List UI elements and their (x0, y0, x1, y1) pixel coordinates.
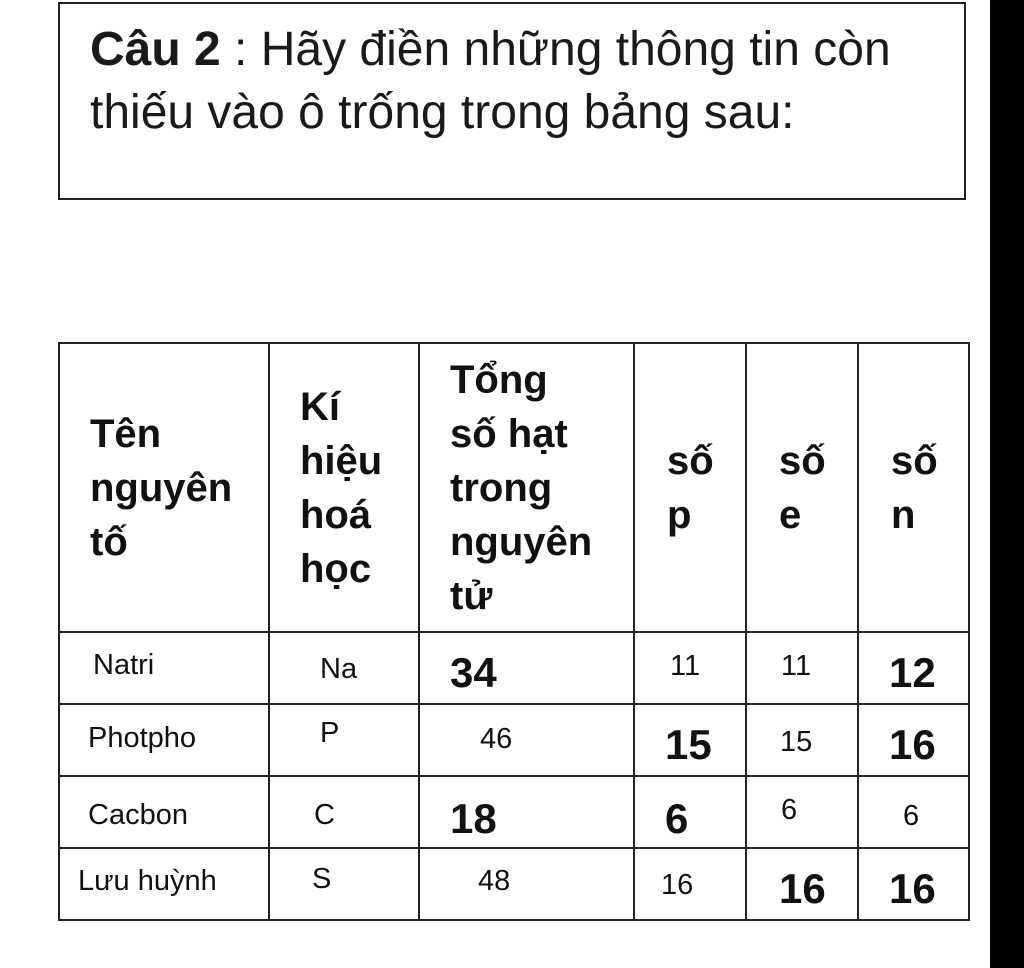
cell-n: 16 (858, 704, 969, 776)
cell-n: 16 (858, 848, 969, 920)
cell-e: 15 (746, 704, 858, 776)
cell-symbol: C (269, 776, 419, 848)
table-row (59, 848, 969, 920)
cell-name: Lưu huỳnh (59, 848, 269, 920)
header-proton-count: số p (634, 343, 746, 632)
header-element-name: Tên nguyên tố (59, 343, 269, 632)
table-row (59, 632, 969, 704)
table-row (59, 704, 969, 776)
cell-e: 16 (746, 848, 858, 920)
cell-total: 18 (419, 776, 634, 848)
question-label: Câu 2 (90, 23, 221, 76)
header-neutron-count: số n (858, 343, 969, 632)
cell-p: 16 (634, 848, 746, 920)
header-total-particles: Tổng số hạt trong nguyên tử (419, 343, 634, 632)
header-electron-count: số e (746, 343, 858, 632)
cell-n: 6 (858, 776, 969, 848)
table-header-row (59, 343, 969, 632)
cell-e: 11 (746, 632, 858, 704)
cell-name: Natri (59, 632, 269, 704)
cell-name: Photpho (59, 704, 269, 776)
cell-total: 48 (419, 848, 634, 920)
table-row (59, 776, 969, 848)
cell-n: 12 (858, 632, 969, 704)
cell-e: 6 (746, 776, 858, 848)
cell-p: 15 (634, 704, 746, 776)
cell-symbol: S (269, 848, 419, 920)
cell-p: 6 (634, 776, 746, 848)
cell-p: 11 (634, 632, 746, 704)
question-box (58, 2, 966, 200)
cell-name: Cacbon (59, 776, 269, 848)
question-text: : Hãy điền những thông tin còn thiếu vào ô trống trong bảng sau: (90, 23, 891, 139)
cell-total: 46 (419, 704, 634, 776)
header-chemical-symbol: Kí hiệu hoá học (269, 343, 419, 632)
cell-total: 34 (419, 632, 634, 704)
cell-symbol: P (269, 704, 419, 776)
cell-symbol: Na (269, 632, 419, 704)
element-table (58, 342, 970, 921)
